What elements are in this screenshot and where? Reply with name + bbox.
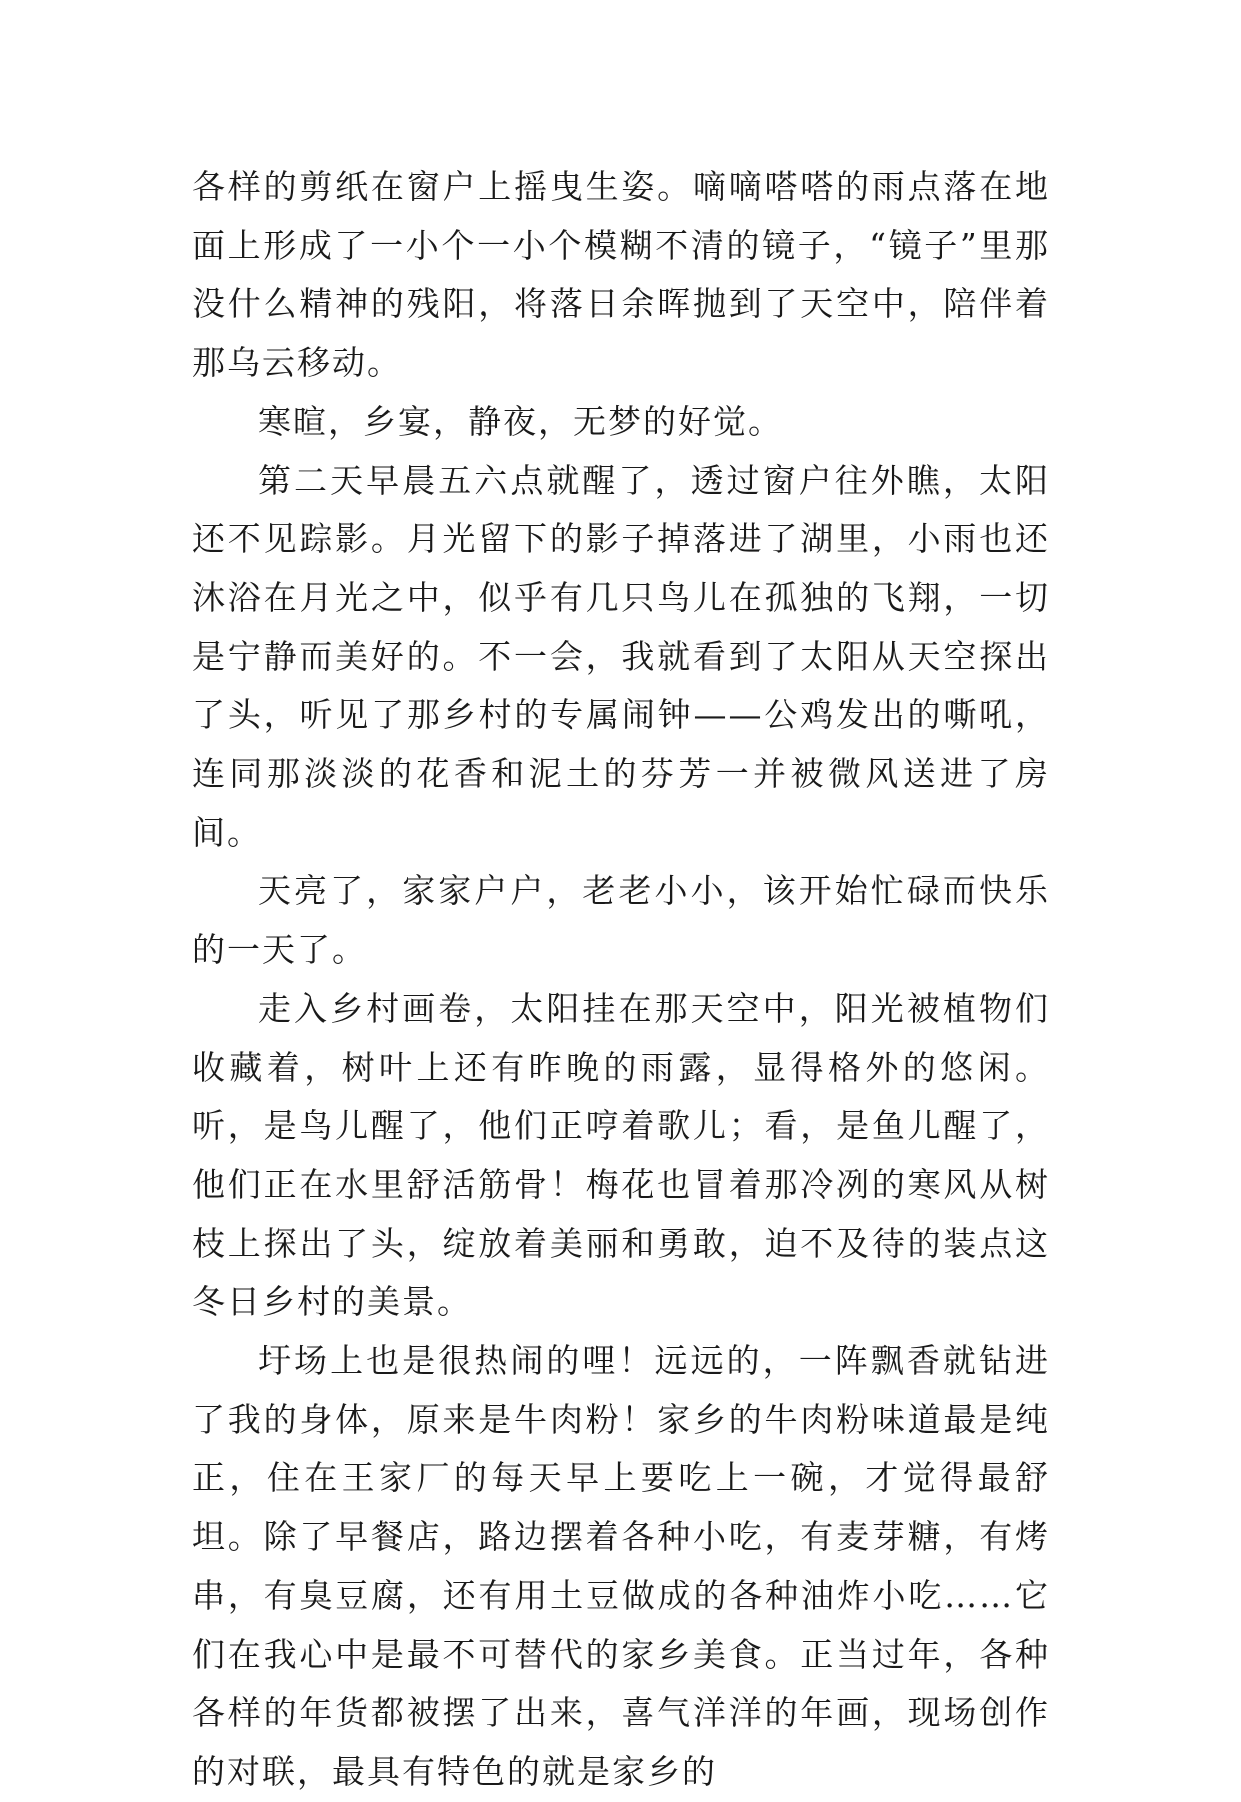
paragraph: 圩场上也是很热闹的哩！远远的，一阵飘香就钻进了我的身体，原来是牛肉粉！家乡的牛肉粉味道最是纯正，住在王家厂的每天早上要吃上一碗，才觉得最舒坦。除了早餐店，路边摆着各种小吃，有麦芽糖，有烤串，有臭豆腐，还有用土豆做成的各种油炸小吃……它们在我心中是最不可替代的家乡美食。正当过年，各种各样的年货都被摆了出来，喜气洋洋的年画，现场创作的对联，最具有特色的就是家乡的 xyxy=(192,1341,1050,1791)
paragraph: 天亮了，家家户户，老老小小，该开始忙碌而快乐的一天了。 xyxy=(192,871,1050,970)
paragraph: 第二天早晨五六点就醒了，透过窗户往外瞧，太阳还不见踪影。月光留下的影子掉落进了湖里，小雨也还沐浴在月光之中，似乎有几只鸟儿在孤独的飞翔，一切是宁静而美好的。不一会，我就看到了太阳从天空探出了头，听见了那乡村的专属闹钟——公鸡发出的嘶吼，连同那淡淡的花香和泥土的芬芳一并被微风送进了房间。 xyxy=(192,460,1050,852)
paragraph: 寒暄，乡宴，静夜，无梦的好觉。 xyxy=(258,401,783,441)
body-text xyxy=(192,158,1050,1802)
paragraph: 走入乡村画卷，太阳挂在那天空中，阳光被植物们收藏着，树叶上还有昨晚的雨露，显得格外的悠闲。听，是鸟儿醒了，他们正哼着歌儿；看，是鱼儿醒了，他们正在水里舒活筋骨！梅花也冒着那冷冽的寒风从树枝上探出了头，绽放着美丽和勇敢，迫不及待的装点这冬日乡村的美景。 xyxy=(192,988,1050,1322)
paragraph: 各样的剪纸在窗户上摇曳生姿。嘀嘀嗒嗒的雨点落在地面上形成了一小个一小个模糊不清的镜子，“镜子”里那没什么精神的残阳，将落日余晖抛到了天空中，陪伴着那乌云移动。 xyxy=(192,167,1050,383)
